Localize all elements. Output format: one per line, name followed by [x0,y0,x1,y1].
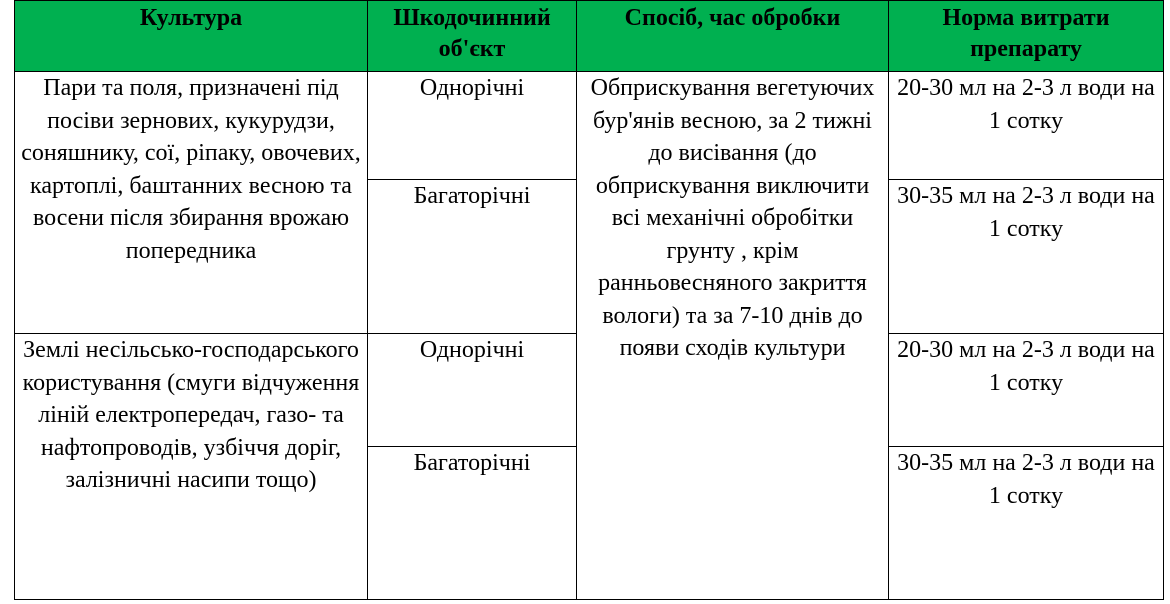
header-method: Спосіб, час обробки [577,1,889,72]
pest-cell: Однорічні [368,72,577,180]
culture-cell: Землі несільсько-господарського користування (смуги відчуження ліній електропередач, газо- та нафтопроводів, узбіччя доріг, залізничні насипи тощо) [15,334,368,600]
herbicide-application-table [14,0,1164,600]
pest-cell: Багаторічні [368,447,577,600]
culture-cell: Пари та поля, призначені під посіви зернових, кукурудзи, соняшнику, сої, ріпаку, овочевих, картоплі, баштанних весною та восени після збирання врожаю попередника [15,72,368,334]
pest-cell: Багаторічні [368,180,577,334]
rate-cell: 20-30 мл на 2-3 л води на 1 сотку [889,72,1164,180]
header-culture: Культура [15,1,368,72]
rate-cell: 30-35 мл на 2-3 л води на 1 сотку [889,180,1164,334]
rate-cell: 20-30 мл на 2-3 л води на 1 сотку [889,334,1164,447]
header-row [15,1,1164,72]
header-pest: Шкодочинний об'єкт [368,1,577,72]
rate-cell: 30-35 мл на 2-3 л води на 1 сотку [889,447,1164,600]
header-rate: Норма витрати препарату [889,1,1164,72]
table-row [15,72,1164,180]
method-cell: Обприскування вегетуючих бур'янів весною, за 2 тижні до висівання (до обприскування виключити всі механічні обробітки грунту , крім ранньовесняного закриття вологи) та за 7-10 днів до появи сходів культури [577,72,889,600]
pest-cell: Однорічні [368,334,577,447]
